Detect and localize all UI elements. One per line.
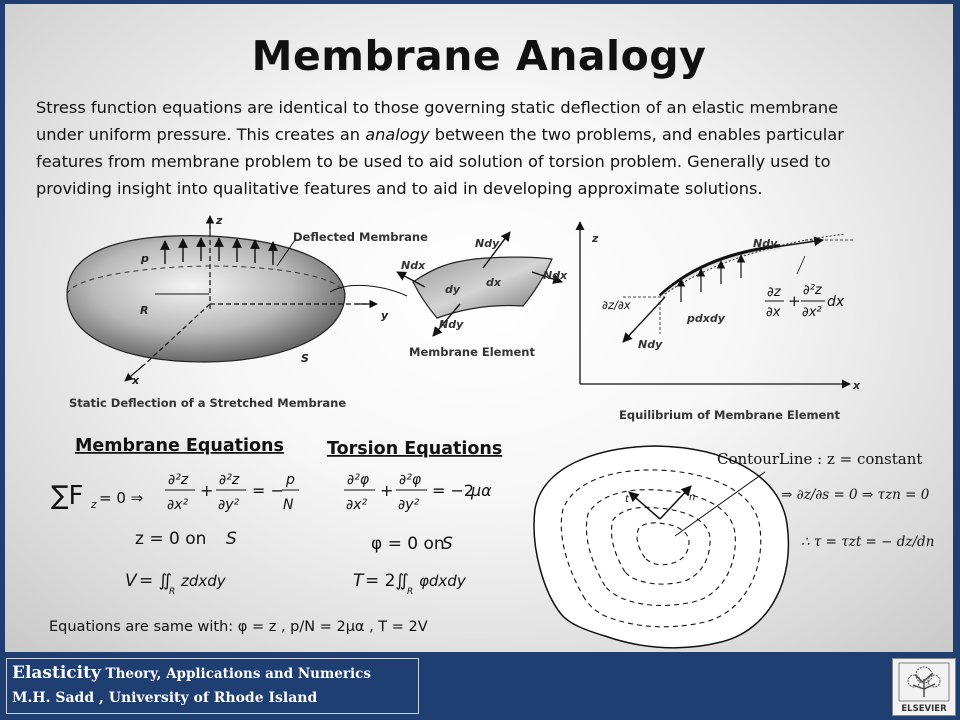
svg-text:+: + [200, 481, 214, 500]
fig2-ndy-bottom: Ndy [439, 318, 464, 331]
svg-text:∂²z: ∂²z [168, 472, 189, 488]
membrane-eq-1 [51, 472, 299, 513]
fig2-ndx-left: Ndx [401, 259, 426, 272]
svg-text:= ∬: = ∬ [139, 571, 173, 591]
footer-line-1 [12, 663, 371, 683]
svg-text:∂y²: ∂y² [218, 497, 240, 513]
fig3-ndy-top: Ndy [753, 237, 778, 250]
publisher-logo [892, 658, 956, 716]
para-line-3: features from membrane problem to be used to aid solution of torsion problem. Generally used to [36, 152, 831, 171]
membrane-equations-title: Membrane Equations [75, 436, 284, 456]
torsion-eq-3 [353, 571, 467, 597]
para-line-2: under uniform pressure. This creates an analogy between the two problems, and enables particular [36, 125, 844, 144]
svg-text:∂z/∂x: ∂z/∂x [602, 298, 631, 312]
fig3-z-label: z [592, 232, 599, 245]
footer-author: M.H. Sadd , University of Rhode Island [12, 690, 318, 706]
fig2-ndy-top: Ndy [475, 237, 500, 250]
svg-text:∂²z: ∂²z [219, 472, 240, 488]
footer-subtitle: Theory, Applications and Numerics [100, 666, 371, 682]
figures-canvas [5, 4, 953, 652]
fig1-z-label: z [216, 214, 223, 227]
torsion-eq-2 [371, 534, 453, 554]
svg-text:∂x: ∂x [766, 305, 781, 320]
fig1-p-label: p [141, 252, 149, 265]
contour-eq-2: ∴ τ = τzt = − dz/dn [801, 534, 935, 550]
para-line-4: providing insight into qualitative features and to aid in developing approximate solutions. [36, 179, 763, 198]
para-line-1: Stress function equations are identical to those governing static deflection of an elastic membrane [36, 98, 839, 117]
logo-text: ELSEVIER [901, 704, 947, 714]
svg-text:p: p [286, 472, 295, 488]
fig3-pdxdy: pdxdy [687, 312, 725, 325]
fig2-ndx-right: Ndx [543, 269, 568, 282]
svg-text:∂²φ: ∂²φ [347, 472, 370, 488]
fig1-R-label: R [140, 304, 149, 317]
svg-text:∂x²: ∂x² [346, 497, 368, 513]
svg-text:μα: μα [471, 481, 492, 500]
tree-icon [893, 659, 955, 715]
membrane-element-figure [397, 232, 568, 359]
contour-n-label: n [689, 492, 696, 503]
equations-block [49, 436, 502, 635]
slide [5, 4, 953, 652]
membrane-eq-2 [135, 529, 237, 549]
fig3-caption: Equilibrium of Membrane Element [619, 408, 840, 422]
section-outline [534, 446, 788, 648]
svg-text:z = 0 on: z = 0 on [135, 529, 207, 549]
fig1-y-label: y [381, 309, 389, 322]
torsion-eq-1 [344, 472, 492, 513]
element-patch [413, 257, 552, 318]
svg-text:φ = 0 on: φ = 0 on [371, 534, 445, 554]
contour-eq-1: ⇒ ∂z/∂s = 0 ⇒ τzn = 0 [781, 487, 930, 503]
svg-text:∂y²: ∂y² [398, 497, 420, 513]
contour-t-label: t [625, 494, 629, 505]
fig1-caption: Static Deflection of a Stretched Membrane [69, 396, 347, 410]
slide-title: Membrane Analogy [251, 32, 707, 80]
svg-text:∂x²: ∂x² [167, 497, 189, 513]
contour-figure [534, 446, 934, 648]
fig3-slope-left [602, 298, 631, 312]
svg-text:V: V [125, 571, 137, 591]
footer-book: Elasticity [12, 663, 101, 683]
svg-text:R: R [169, 587, 176, 597]
svg-text:zdxdy: zdxdy [181, 572, 226, 590]
svg-text:= 2∬: = 2∬ [365, 571, 409, 591]
svg-text:∂²z: ∂²z [803, 283, 822, 298]
svg-text:z: z [91, 499, 97, 511]
svg-text:= −2: = −2 [432, 481, 475, 500]
svg-text:∂x²: ∂x² [802, 305, 822, 320]
svg-text:S: S [442, 534, 453, 554]
svg-text:N: N [283, 497, 294, 513]
membrane-eq-3 [125, 571, 227, 597]
svg-text:φdxdy: φdxdy [419, 572, 466, 590]
equations-same-with: Equations are same with: φ = z , p/N = 2μα , T = 2V [49, 619, 428, 635]
fig2-dy: dy [445, 283, 461, 296]
svg-text:= 0 ⇒: = 0 ⇒ [99, 489, 144, 507]
fig2-dx: dx [486, 276, 501, 289]
svg-text:+: + [380, 481, 394, 500]
dome-shape [67, 236, 345, 362]
svg-text:∑F: ∑F [51, 481, 84, 511]
contour-line-label: ContourLine : z = constant [717, 450, 923, 468]
footer-citation [6, 658, 419, 714]
fig1-S-label: S [301, 352, 309, 365]
svg-text:∂²φ: ∂²φ [399, 472, 422, 488]
fig2-caption: Membrane Element [409, 345, 535, 359]
svg-text:= −: = − [252, 481, 284, 500]
equilibrium-figure [580, 222, 861, 422]
torsion-equations-title: Torsion Equations [327, 439, 503, 459]
stretched-membrane-figure [67, 214, 428, 410]
svg-text:R: R [407, 587, 414, 597]
fig3-slope-right [765, 283, 845, 320]
analogy-word: analogy [365, 125, 430, 144]
fig1-deflected-label: Deflected Membrane [293, 230, 428, 244]
svg-text:S: S [226, 529, 237, 549]
svg-text:+: + [788, 292, 801, 310]
svg-text:∂z: ∂z [767, 285, 781, 300]
svg-text:dx: dx [827, 294, 845, 310]
fig1-x-label: x [132, 374, 140, 387]
fig3-ndy-bottom: Ndy [638, 338, 663, 351]
svg-text:T: T [353, 571, 364, 591]
fig3-x-label: x [853, 379, 861, 392]
